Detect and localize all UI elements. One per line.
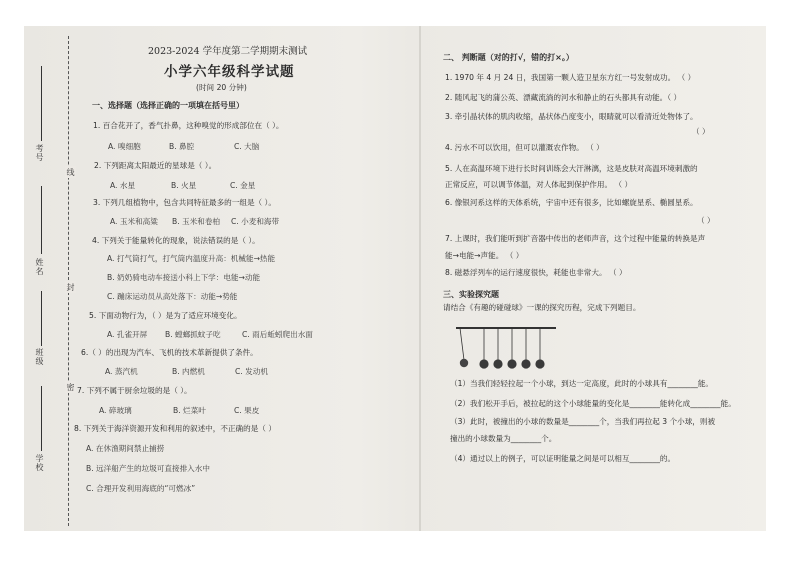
choice-q1-option-b: B. 鼻腔: [169, 142, 195, 151]
choice-q8-option-b: B. 远洋船产生的垃圾可直接排入水中: [86, 464, 210, 473]
choice-q4-option-b: B. 奶奶骑电动车接送小科上下学：电能→动能: [107, 273, 261, 282]
choice-q5: 5. 下面动物行为，（ ）是为了适应环境变化。: [89, 311, 242, 320]
exam-number-field[interactable]: [41, 66, 42, 141]
choice-q1: 1. 百合花开了，香气扑鼻，这种嗅觉的形成部位在（ ）。: [93, 121, 284, 130]
choice-q7-option-a: A. 碎玻璃: [99, 406, 132, 415]
exam-paper: [24, 26, 766, 531]
judge-item-6: 6. 像银河系这样的天体系统，宇宙中还有很多，比如螺旋星系、椭圆星系。: [445, 198, 698, 207]
school-label: 学校: [35, 454, 44, 472]
choice-q2-option-c: C. 金星: [230, 181, 256, 190]
seal-mark-mi: 密: [66, 383, 75, 391]
section-choice-heading: 一、选择题（选择正确的一项填在括号里）: [92, 101, 244, 110]
choice-q5-option-a: A. 孔雀开屏: [107, 330, 148, 339]
experiment-q3-line2: 撞出的小球数量为________个。: [450, 434, 557, 443]
school-field[interactable]: [41, 386, 42, 451]
exam-subtitle: 2023-2024 学年度第二学期期末测试: [148, 46, 308, 57]
choice-q7-option-b: B. 烂菜叶: [173, 406, 206, 415]
choice-q3: 3. 下列几组植物中，包含共同特征最多的一组是（ ）。: [93, 198, 276, 207]
choice-q8-option-c: C. 合理开发利用海底的“可燃冰”: [86, 484, 196, 493]
exam-time: (时间 20 分钟): [196, 83, 247, 92]
judge-item-3: 3. 牵引晶状体的肌肉收缩，晶状体凸度变小，眼睛就可以看清近处物体了。: [445, 112, 698, 121]
judge-item-8: 8. 磁悬浮列车的运行速度很快，耗能也非常大。 （ ）: [445, 268, 627, 277]
experiment-q4: （4）通过以上的例子，可以证明能量之间是可以相互________的。: [450, 454, 676, 463]
experiment-intro: 请结合《有趣的碰碰球》一课的探究历程，完成下列题目。: [443, 303, 641, 312]
choice-q1-option-c: C. 大脑: [234, 142, 260, 151]
choice-q3-option-c: C. 小麦和海带: [231, 217, 280, 226]
choice-q2-option-a: A. 水星: [110, 181, 136, 190]
choice-q7-option-c: C. 果皮: [234, 406, 260, 415]
class-field[interactable]: [41, 291, 42, 346]
seal-mark-feng: 封: [66, 283, 75, 291]
choice-q5-option-c: C. 雨后蚯蚓爬出水面: [242, 330, 313, 339]
choice-q3-option-a: A. 玉米和高粱: [110, 217, 158, 226]
judge-item-7-line2: 能→电能→声能。 （ ）: [445, 251, 524, 260]
choice-q4: 4. 下列关于能量转化的现象，说法错误的是（ ）。: [92, 236, 260, 245]
section-experiment-heading: 三、实验探究题: [443, 290, 499, 299]
class-label: 班级: [35, 348, 44, 366]
choice-q4-option-c: C. 蹦床运动员从高处落下：动能→势能: [107, 292, 238, 301]
choice-q2: 2. 下列距离太阳最近的星球是（ ）。: [94, 161, 217, 170]
seal-mark-xian: 线: [66, 168, 75, 176]
judge-item-3-answer[interactable]: （ ）: [692, 127, 710, 136]
choice-q2-option-b: B. 火星: [171, 181, 197, 190]
choice-q5-option-b: B. 螳螂抓蚊子吃: [165, 330, 221, 339]
judge-item-4: 4. 污水不可以饮用，但可以灌溉农作物。 （ ）: [445, 143, 604, 152]
judge-item-1: 1. 1970 年 4 月 24 日，我国第一颗人造卫星东方红一号发射成功。 （ ）: [445, 73, 696, 82]
choice-q3-option-b: B. 玉米和卷柏: [172, 217, 221, 226]
judge-item-5-line1: 5. 人在高温环境下进行长时间训练会大汗淋漓，这是皮肤对高温环境刺激的: [445, 164, 698, 173]
choice-q4-option-a: A. 打气筒打气，打气筒内温度升高：机械能→热能: [107, 254, 276, 263]
exam-title: 小学六年级科学试题: [164, 64, 295, 80]
experiment-q2: （2）我们松开手后，被拉起的这个小球能量的变化是________能转化成________能。: [450, 399, 736, 408]
choice-q6-option-a: A. 蒸汽机: [105, 367, 138, 376]
choice-q8: 8. 下列关于海洋资源开发和利用的叙述中，不正确的是（ ）: [74, 424, 276, 433]
experiment-q1: （1）当我们轻轻拉起一个小球，到达一定高度，此时的小球具有________能。: [450, 379, 714, 388]
judge-item-7-line1: 7. 上课时，我们能听到扩音器中传出的老师声音，这个过程中能量的转换是声: [445, 234, 706, 243]
choice-q7: 7. 下列不属于厨余垃圾的是（ ）。: [77, 386, 192, 395]
newtons-cradle-illustration: [452, 324, 562, 374]
choice-q8-option-a: A. 在休渔期间禁止捕捞: [86, 444, 165, 453]
choice-q6-option-c: C. 发动机: [235, 367, 268, 376]
binding-margin: [24, 26, 84, 531]
judge-item-5-line2: 正常反应，可以调节体温，对人体起到保护作用。 （ ）: [445, 180, 633, 189]
exam-number-label: 考号: [35, 144, 44, 162]
name-label: 姓名: [35, 258, 44, 276]
name-field[interactable]: [41, 186, 42, 254]
choice-q1-option-a: A. 嗅细胞: [108, 142, 141, 151]
judge-item-2: 2. 随风起飞的蒲公英、漂藏流淌的河水和静止的石头都具有动能。（ ）: [445, 93, 682, 102]
experiment-q3-line1: （3）此时，被撞出的小球的数量是________个，当我们再拉起 3 个小球，则被: [450, 417, 716, 426]
choice-q6: 6.（ ）的出现为汽车、飞机的技术革新提供了条件。: [81, 348, 258, 357]
judge-item-6-answer[interactable]: （ ）: [697, 216, 715, 225]
paper-fold-crease: [419, 26, 421, 531]
choice-q6-option-b: B. 内燃机: [172, 367, 205, 376]
section-judge-heading: 二、 判断题（对的打√，错的打×。）: [443, 53, 574, 62]
